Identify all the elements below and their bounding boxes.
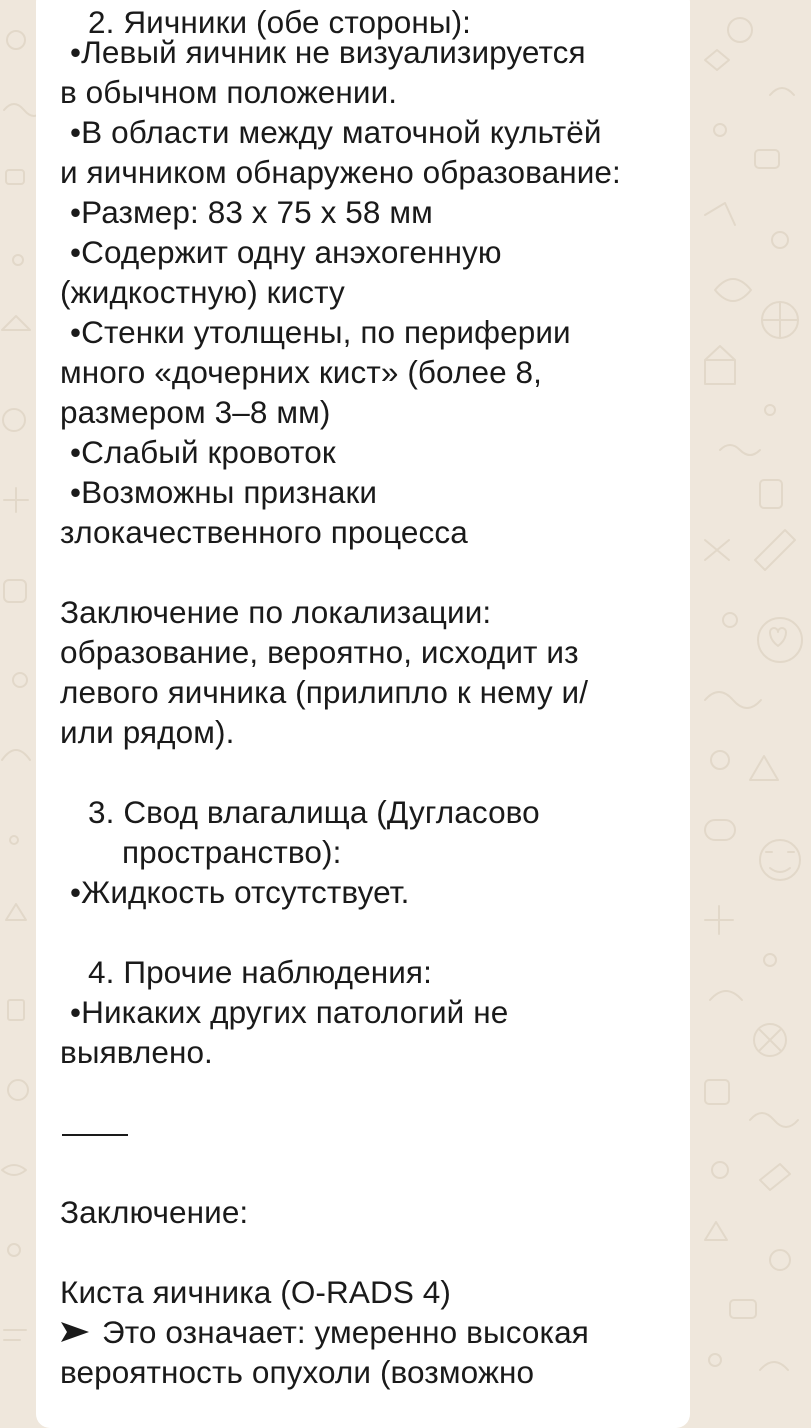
text-line: левого яичника (прилипло к нему и/ <box>60 674 589 710</box>
bullet-line: •Содержит одну анэхогенную <box>70 234 502 270</box>
text-line: много «дочерних кист» (более 8, <box>60 354 543 390</box>
section-heading-vaginal-vault: 3. Свод влагалища (Дугласово <box>88 794 540 830</box>
bullet-line: •Возможны признаки <box>70 474 378 510</box>
bullet-line: •Слабый кровоток <box>70 434 336 470</box>
bullet-line: •Левый яичник не визуализируется <box>70 34 586 70</box>
text-line: вероятность опухоли (возможно <box>60 1354 535 1390</box>
arrow-right-icon <box>60 1320 90 1344</box>
localization-heading: Заключение по локализации: <box>60 594 492 630</box>
text-line: в обычном положении. <box>60 74 398 110</box>
text-line: образование, вероятно, исходит из <box>60 634 579 670</box>
text-line: или рядом). <box>60 714 235 750</box>
text-line: выявлено. <box>60 1034 213 1070</box>
arrow-line-text: Это означает: умеренно высокая <box>102 1314 589 1350</box>
diagnosis-line: Киста яичника (O-RADS 4) <box>60 1274 451 1310</box>
conclusion-heading: Заключение: <box>60 1194 249 1230</box>
text-line: пространство): <box>122 834 342 870</box>
arrow-line <box>60 1312 589 1352</box>
message-bubble[interactable] <box>36 0 690 1428</box>
text-line: злокачественного процесса <box>60 514 468 550</box>
text-line: и яичником обнаружено образование: <box>60 154 621 190</box>
section-heading-ovaries: 2. Яичники (обе стороны): <box>88 4 472 40</box>
bullet-line: •Никаких других патологий не <box>70 994 509 1030</box>
bullet-line: •Размер: 83 x 75 x 58 мм <box>70 194 433 230</box>
text-line: (жидкостную) кисту <box>60 274 345 310</box>
section-heading-other: 4. Прочие наблюдения: <box>88 954 432 990</box>
bullet-line: •Стенки утолщены, по периферии <box>70 314 571 350</box>
bullet-line: •Жидкость отсутствует. <box>70 874 410 910</box>
bullet-line: •В области между маточной культёй <box>70 114 602 150</box>
divider-line <box>62 1134 128 1136</box>
text-line: размером 3–8 мм) <box>60 394 331 430</box>
